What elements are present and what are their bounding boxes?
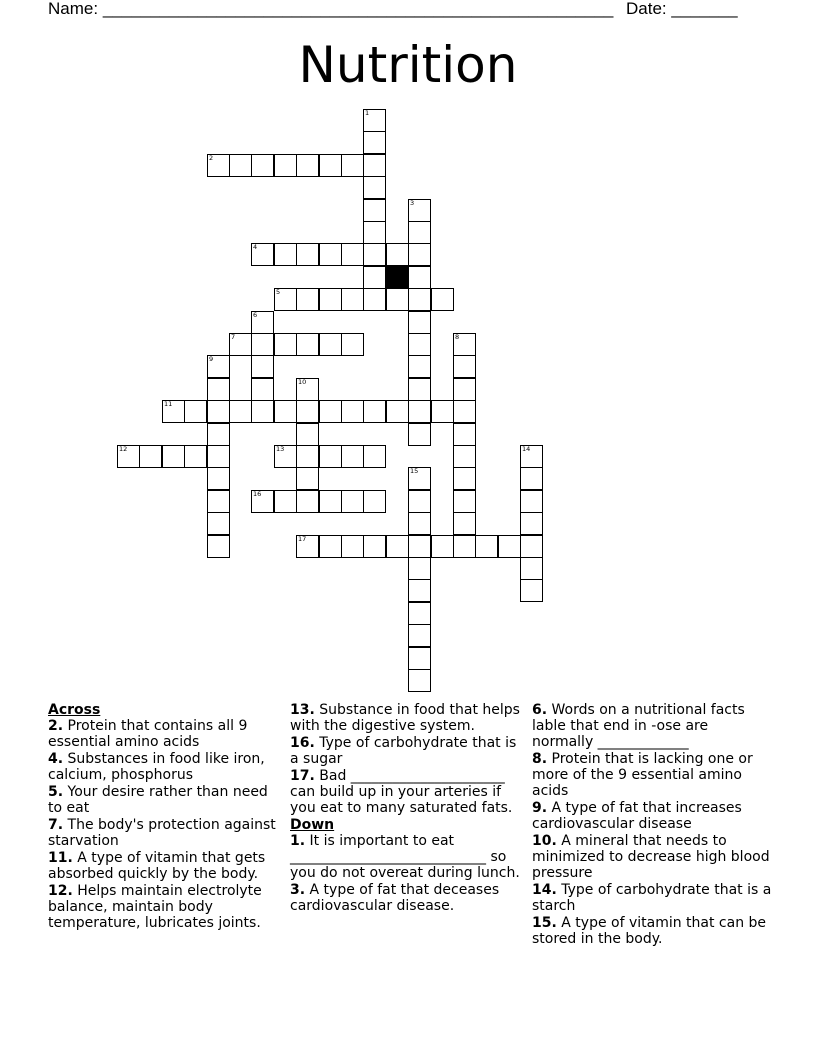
down-heading: Down bbox=[290, 817, 335, 833]
clue-across-16: 16. Type of carbohydrate that is a sugar bbox=[290, 735, 517, 767]
clue-number-label: 13 bbox=[276, 445, 285, 453]
clue-number-label: 2 bbox=[209, 154, 214, 162]
clue-number-label: 1 bbox=[365, 109, 370, 117]
grid-cell[interactable] bbox=[296, 243, 319, 266]
clue-down-3: 3. A type of fat that deceases cardiovascular disease. bbox=[290, 882, 500, 914]
grid-cell[interactable] bbox=[341, 490, 364, 513]
grid-cell[interactable] bbox=[453, 445, 476, 468]
grid-cell[interactable] bbox=[408, 333, 431, 356]
clue-across-11: 11. A type of vitamin that gets absorbed quickly by the body. bbox=[48, 850, 266, 882]
grid-cell[interactable] bbox=[341, 243, 364, 266]
grid-cell[interactable] bbox=[251, 400, 274, 423]
grid-cell[interactable] bbox=[386, 400, 409, 423]
grid-cell[interactable] bbox=[274, 333, 297, 356]
grid-cell[interactable] bbox=[363, 400, 386, 423]
black-cell bbox=[386, 266, 409, 289]
grid-cell[interactable] bbox=[319, 333, 342, 356]
grid-cell[interactable] bbox=[251, 333, 274, 356]
grid-cell[interactable] bbox=[363, 266, 386, 289]
grid-cell[interactable] bbox=[296, 467, 319, 490]
grid-cell[interactable] bbox=[274, 243, 297, 266]
clue-number-label: 15 bbox=[410, 467, 419, 475]
grid-cell[interactable] bbox=[296, 423, 319, 446]
grid-cell[interactable] bbox=[408, 557, 431, 580]
grid-cell[interactable] bbox=[363, 176, 386, 199]
grid-cell[interactable] bbox=[207, 467, 230, 490]
grid-cell[interactable] bbox=[319, 243, 342, 266]
grid-cell[interactable] bbox=[408, 400, 431, 423]
grid-cell[interactable] bbox=[229, 154, 252, 177]
grid-cell[interactable] bbox=[408, 378, 431, 401]
grid-cell[interactable] bbox=[319, 288, 342, 311]
clues-column-1 bbox=[48, 702, 280, 932]
name-blank: ______________________________________________________ bbox=[102, 0, 614, 18]
grid-cell[interactable] bbox=[408, 355, 431, 378]
grid-cell[interactable] bbox=[363, 199, 386, 222]
clue-number-label: 11 bbox=[164, 400, 173, 408]
grid-cell[interactable] bbox=[475, 535, 498, 558]
grid-cell[interactable] bbox=[386, 243, 409, 266]
clues-column-2 bbox=[290, 702, 526, 915]
clue-across-4: 4. Substances in food like iron, calcium, phosphorus bbox=[48, 751, 265, 783]
grid-cell[interactable] bbox=[453, 423, 476, 446]
grid-cell[interactable] bbox=[408, 423, 431, 446]
clue-number-label: 14 bbox=[522, 445, 531, 453]
across-heading: Across bbox=[48, 702, 101, 718]
grid-cell[interactable] bbox=[296, 400, 319, 423]
grid-cell[interactable] bbox=[274, 490, 297, 513]
grid-cell[interactable] bbox=[520, 512, 543, 535]
grid-cell[interactable] bbox=[520, 490, 543, 513]
grid-cell[interactable] bbox=[453, 490, 476, 513]
grid-cell[interactable] bbox=[207, 535, 230, 558]
grid-cell[interactable] bbox=[520, 467, 543, 490]
clue-number-label: 6 bbox=[253, 311, 258, 319]
grid-cell[interactable] bbox=[139, 445, 162, 468]
grid-cell[interactable] bbox=[408, 221, 431, 244]
clue-down-14: 14. Type of carbohydrate that is a starch bbox=[532, 882, 772, 914]
clue-number-label: 8 bbox=[455, 333, 460, 341]
grid-cell[interactable] bbox=[341, 288, 364, 311]
grid-cell[interactable] bbox=[520, 579, 543, 602]
grid-cell[interactable] bbox=[453, 378, 476, 401]
grid-cell[interactable] bbox=[363, 535, 386, 558]
grid-cell[interactable] bbox=[453, 535, 476, 558]
grid-cell[interactable] bbox=[296, 490, 319, 513]
date-label: Date: bbox=[626, 0, 667, 18]
grid-cell[interactable] bbox=[319, 490, 342, 513]
grid-cell[interactable] bbox=[408, 243, 431, 266]
grid-cell[interactable] bbox=[341, 445, 364, 468]
grid-cell[interactable] bbox=[431, 400, 454, 423]
clue-down-10: 10. A mineral that needs to minimized to decrease high blood pressure bbox=[532, 833, 770, 881]
grid-cell[interactable] bbox=[296, 288, 319, 311]
clue-across-17: 17. Bad ______________________ can build up in your arteries if you eat to many saturated fats. bbox=[290, 768, 513, 816]
clue-number-label: 3 bbox=[410, 199, 415, 207]
date-blank: _______ bbox=[671, 0, 738, 18]
grid-cell[interactable] bbox=[251, 154, 274, 177]
clue-down-6: 6. Words on a nutritional facts lable that end in -ose are normally _____________ bbox=[532, 702, 745, 750]
grid-cell[interactable] bbox=[207, 400, 230, 423]
grid-cell[interactable] bbox=[408, 266, 431, 289]
grid-cell[interactable] bbox=[341, 154, 364, 177]
grid-cell[interactable] bbox=[408, 624, 431, 647]
clue-number-label: 16 bbox=[253, 490, 262, 498]
grid-cell[interactable] bbox=[408, 535, 431, 558]
grid-cell[interactable] bbox=[207, 490, 230, 513]
grid-cell[interactable] bbox=[207, 445, 230, 468]
grid-cell[interactable] bbox=[341, 400, 364, 423]
clue-across-5: 5. Your desire rather than need to eat bbox=[48, 784, 268, 816]
clue-number-label: 17 bbox=[298, 535, 307, 543]
grid-cell[interactable] bbox=[274, 400, 297, 423]
grid-cell[interactable] bbox=[520, 557, 543, 580]
grid-cell[interactable] bbox=[251, 378, 274, 401]
grid-cell[interactable] bbox=[408, 512, 431, 535]
grid-cell[interactable] bbox=[408, 490, 431, 513]
grid-cell[interactable] bbox=[431, 535, 454, 558]
grid-cell[interactable] bbox=[207, 423, 230, 446]
grid-cell[interactable] bbox=[520, 535, 543, 558]
clue-number-label: 5 bbox=[276, 288, 281, 296]
grid-cell[interactable] bbox=[207, 512, 230, 535]
grid-cell[interactable] bbox=[184, 445, 207, 468]
clue-across-7: 7. The body's protection against starvation bbox=[48, 817, 276, 849]
clue-number-label: 7 bbox=[231, 333, 236, 341]
grid-cell[interactable] bbox=[363, 445, 386, 468]
grid-cell[interactable] bbox=[386, 535, 409, 558]
grid-cell[interactable] bbox=[363, 131, 386, 154]
grid-cell[interactable] bbox=[431, 288, 454, 311]
clue-down-9: 9. A type of fat that increases cardiovascular disease bbox=[532, 800, 742, 832]
grid-cell[interactable] bbox=[296, 445, 319, 468]
clue-down-8: 8. Protein that is lacking one or more of the 9 essential amino acids bbox=[532, 751, 753, 799]
grid-cell[interactable] bbox=[319, 445, 342, 468]
clue-across-12: 12. Helps maintain electrolyte balance, maintain body temperature, lubricates joints. bbox=[48, 883, 262, 931]
clue-down-15: 15. A type of vitamin that can be stored in the body. bbox=[532, 915, 767, 947]
page-title: Nutrition bbox=[298, 36, 518, 94]
grid-cell[interactable] bbox=[363, 154, 386, 177]
clue-across-13: 13. Substance in food that helps with the digestive system. bbox=[290, 702, 520, 734]
grid-cell[interactable] bbox=[274, 154, 297, 177]
grid-cell[interactable] bbox=[453, 400, 476, 423]
grid-cell[interactable] bbox=[408, 579, 431, 602]
grid-cell[interactable] bbox=[363, 490, 386, 513]
clue-number-label: 4 bbox=[253, 243, 258, 251]
grid-cell[interactable] bbox=[363, 243, 386, 266]
grid-cell[interactable] bbox=[162, 445, 185, 468]
grid-cell[interactable] bbox=[319, 154, 342, 177]
grid-cell[interactable] bbox=[251, 355, 274, 378]
clue-down-1: 1. It is important to eat ____________________________ so you do not overeat during lunch. bbox=[290, 833, 520, 881]
clues-column-3 bbox=[532, 702, 772, 948]
grid-cell[interactable] bbox=[453, 467, 476, 490]
grid-cell[interactable] bbox=[453, 355, 476, 378]
clue-number-label: 12 bbox=[119, 445, 128, 453]
grid-cell[interactable] bbox=[498, 535, 521, 558]
grid-cell[interactable] bbox=[229, 400, 252, 423]
grid-cell[interactable] bbox=[207, 378, 230, 401]
grid-cell[interactable] bbox=[408, 311, 431, 334]
grid-cell[interactable] bbox=[319, 535, 342, 558]
grid-cell[interactable] bbox=[386, 288, 409, 311]
grid-cell[interactable] bbox=[296, 154, 319, 177]
grid-cell[interactable] bbox=[319, 400, 342, 423]
grid-cell[interactable] bbox=[408, 288, 431, 311]
grid-cell[interactable] bbox=[184, 400, 207, 423]
grid-cell[interactable] bbox=[341, 333, 364, 356]
grid-cell[interactable] bbox=[341, 535, 364, 558]
grid-cell[interactable] bbox=[296, 333, 319, 356]
clue-number-label: 9 bbox=[209, 355, 214, 363]
clue-across-2: 2. Protein that contains all 9 essential amino acids bbox=[48, 718, 248, 750]
grid-cell[interactable] bbox=[363, 288, 386, 311]
grid-cell[interactable] bbox=[363, 221, 386, 244]
grid-cell[interactable] bbox=[408, 647, 431, 670]
name-label: Name: bbox=[48, 0, 99, 18]
clue-number-label: 10 bbox=[298, 378, 307, 386]
grid-cell[interactable] bbox=[408, 669, 431, 692]
grid-cell[interactable] bbox=[453, 512, 476, 535]
grid-cell[interactable] bbox=[408, 602, 431, 625]
